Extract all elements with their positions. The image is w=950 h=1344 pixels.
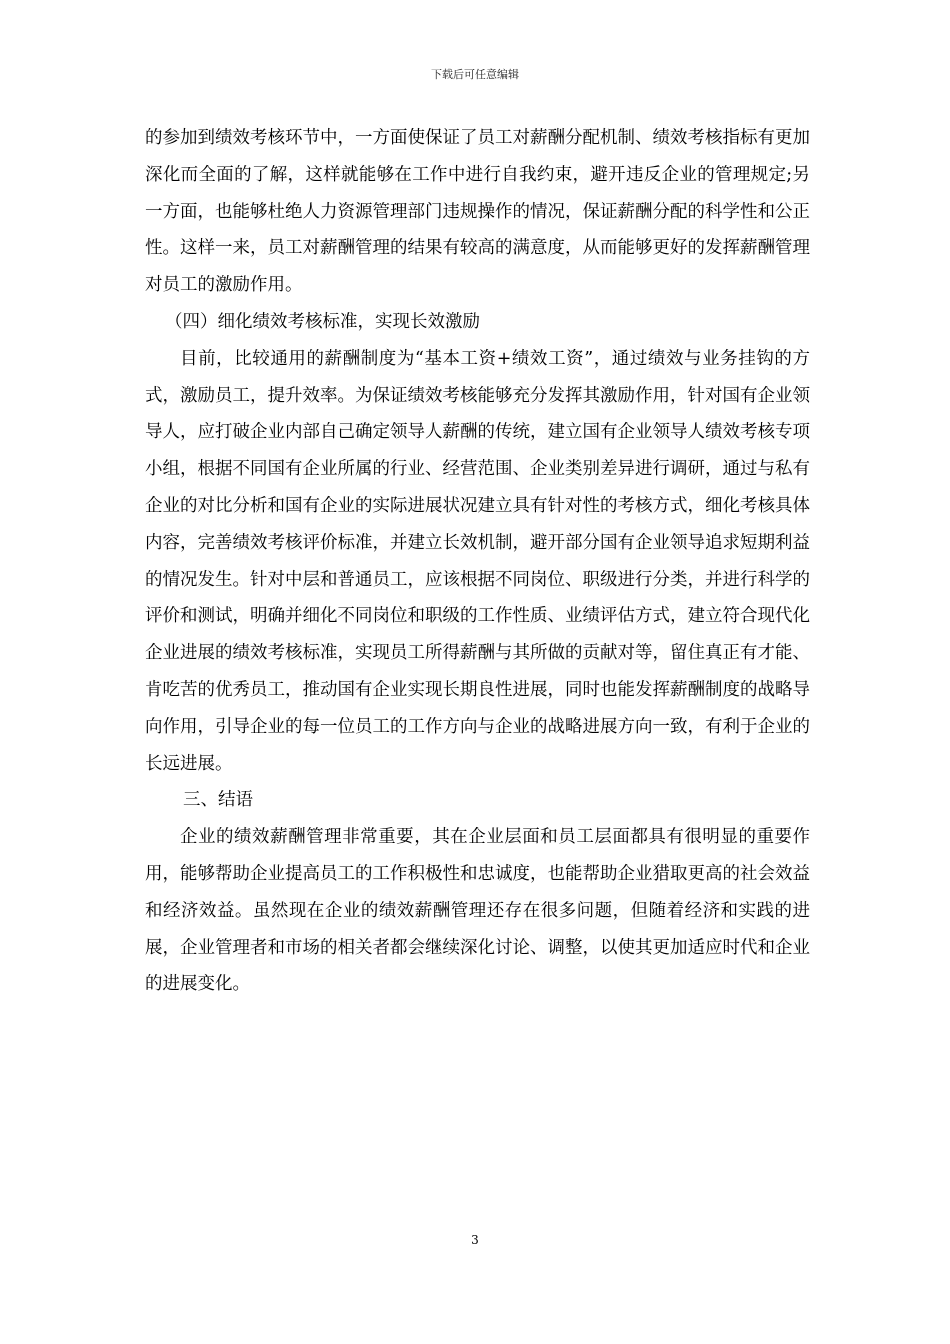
- subsection-heading: （四）细化绩效考核标准，实现长效激励: [165, 311, 480, 332]
- page-header: 下载后可任意编辑: [431, 68, 519, 81]
- paragraph-conclusion: 企业的绩效薪酬管理非常重要，其在企业层面和员工层面都具有很明显的重要作用，能够帮助企业提高员工的工作积极性和忠诚度，也能帮助企业猎取更高的社会效益和经济效益。虽然现在企业的绩效薪酬管理还存在很多问题，但随着经济和实践的进展，企业管理者和市场的相关者都会继续深化讨论、调整，以使其更加适应时代和企业的进展变化。: [145, 827, 810, 995]
- paragraph-continuation: 的参加到绩效考核环节中，一方面使保证了员工对薪酬分配机制、绩效考核指标有更加深化而全面的了解，这样就能够在工作中进行自我约束，避开违反企业的管理规定;另一方面，也能够杜绝人力资源管理部门违规操作的情况，保证薪酬分配的科学性和公正性。这样一来，员工对薪酬管理的结果有较高的满意度，从而能够更好的发挥薪酬管理对员工的激励作用。: [145, 128, 810, 296]
- document-body: [145, 120, 810, 1003]
- section-heading-conclusion: 三、结语: [183, 790, 253, 811]
- paragraph-performance-standards: 目前，比较通用的薪酬制度为“基本工资+绩效工资”，通过绩效与业务挂钩的方式，激励员工，提升效率。为保证绩效考核能够充分发挥其激励作用，针对国有企业领导人，应打破企业内部自己确定领导人薪酬的传统，建立国有企业领导人绩效考核专项小组，根据不同国有企业所属的行业、经营范围、企业类别差异进行调研，通过与私有企业的对比分析和国有企业的实际进展状况建立具有针对性的考核方式，细化考核具体内容，完善绩效考核评价标准，并建立长效机制，避开部分国有企业领导追求短期利益的情况发生。针对中层和普通员工，应该根据不同岗位、职级进行分类，并进行科学的评价和测试，明确并细化不同岗位和职级的工作性质、业绩评估方式，建立符合现代化企业进展的绩效考核标准，实现员工所得薪酬与其所做的贡献对等，留住真正有才能、肯吃苦的优秀员工，推动国有企业实现长期良性进展，同时也能发挥薪酬制度的战略导向作用，引导企业的每一位员工的工作方向与企业的战略进展方向一致，有利于企业的长远进展。: [145, 348, 810, 774]
- page-number: 3: [471, 1233, 479, 1247]
